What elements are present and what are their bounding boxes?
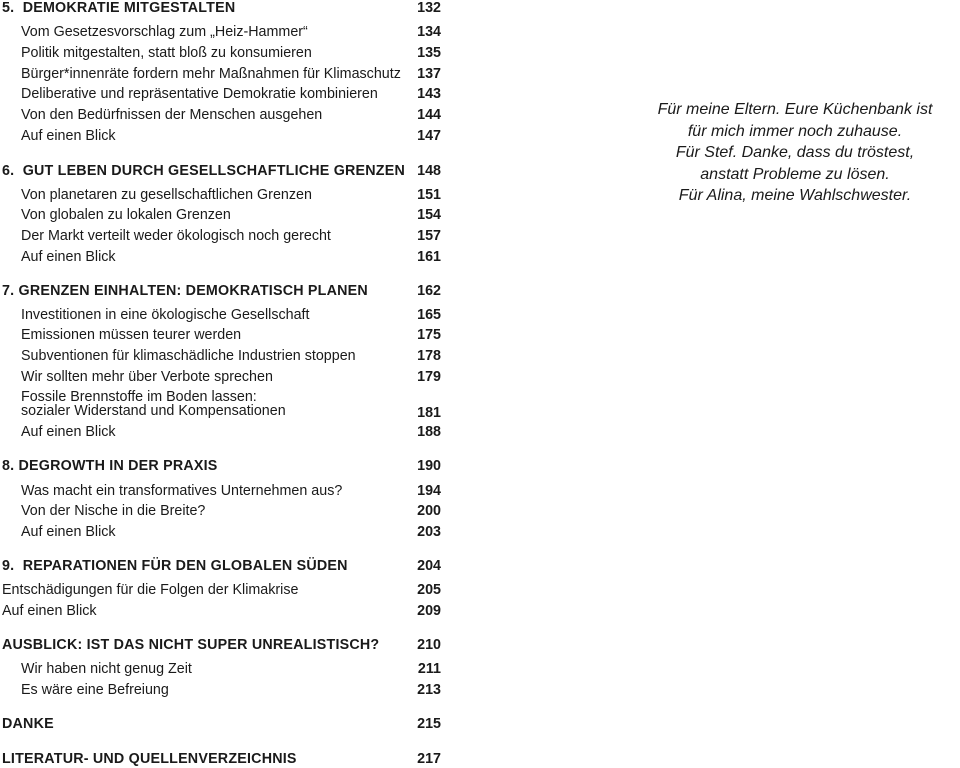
entry-page: 137 xyxy=(417,65,441,82)
dedication-line: anstatt Probleme zu lösen. xyxy=(700,165,890,183)
chapter-title: 5. DEMOKRATIE MITGESTALTEN xyxy=(2,0,236,16)
entry-page: 209 xyxy=(417,602,441,619)
entry-title: Wir sollten mehr über Verbote sprechen xyxy=(21,368,273,385)
chapter-title: 9. REPARATIONEN FÜR DEN GLOBALEN SÜDEN xyxy=(2,558,348,574)
entry-page: 144 xyxy=(417,107,441,123)
entry-page: 213 xyxy=(417,681,441,698)
entry-title: Auf einen Blick xyxy=(21,424,116,440)
entry-title: Der Markt verteilt weder ökologisch noch gerecht xyxy=(21,228,331,244)
entry-page: 151 xyxy=(417,186,441,203)
chapter-page: 148 xyxy=(417,162,441,179)
entry-title: Vom Gesetzesvorschlag zum „Heiz-Hammer“ xyxy=(21,24,308,40)
chapter-page: 217 xyxy=(417,750,441,767)
chapter-page: 204 xyxy=(417,558,441,574)
entry-title: Auf einen Blick xyxy=(21,524,116,540)
entry-title: Von den Bedürfnissen der Menschen ausgehen xyxy=(21,107,323,123)
entry-title: Es wäre eine Befreiung xyxy=(21,681,169,698)
chapter-title: LITERATUR- UND QUELLENVERZEICHNIS xyxy=(2,750,297,767)
entry-title: Von der Nische in die Breite? xyxy=(21,503,206,519)
chapter-title: DANKE xyxy=(2,716,54,732)
entry-page: 205 xyxy=(417,582,441,598)
entry-page: 161 xyxy=(417,248,441,265)
entry-title: Auf einen Blick xyxy=(21,127,116,144)
entry-page: 179 xyxy=(417,368,441,385)
entry-title: Subventionen für klimaschädliche Industrien stoppen xyxy=(21,348,356,364)
entry-page: 211 xyxy=(417,661,441,677)
entry-page: 157 xyxy=(417,228,441,244)
entry-title: Auf einen Blick xyxy=(2,602,97,619)
toc-entry xyxy=(0,390,441,422)
entry-page: 194 xyxy=(417,482,441,499)
entry-title: Politik mitgestalten, statt bloß zu konsumieren xyxy=(21,44,312,61)
entry-title: Investitionen in eine ökologische Gesellschaft xyxy=(21,306,310,323)
chapter-page: 162 xyxy=(417,282,441,299)
entry-page: 154 xyxy=(417,207,441,223)
entry-page: 178 xyxy=(417,348,441,364)
chapter-page: 190 xyxy=(417,458,441,474)
chapter-title: AUSBLICK: IST DAS NICHT SUPER UNREALISTISCH? xyxy=(2,637,380,653)
dedication-line: Für meine Eltern. Eure Küchenbank ist xyxy=(657,101,933,118)
dedication-line: Für Stef. Danke, dass du tröstest, xyxy=(675,144,915,161)
dedication xyxy=(640,99,950,207)
entry-page: 165 xyxy=(417,306,441,323)
dedication-line: Für Alina, meine Wahlschwester. xyxy=(678,187,912,204)
entry-title: Emissionen müssen teurer werden xyxy=(21,327,242,343)
chapter-page: 210 xyxy=(417,637,441,653)
entry-title: Was macht ein transformatives Unternehmen aus? xyxy=(21,482,343,499)
entry-page: 188 xyxy=(417,424,441,440)
entry-page: 135 xyxy=(417,44,441,61)
entry-title: Wir haben nicht genug Zeit xyxy=(21,661,192,677)
entry-title: Bürger*innenräte fordern mehr Maßnahmen für Klimaschutz xyxy=(21,65,401,82)
chapter-title: 6. GUT LEBEN DURCH GESELLSCHAFTLICHE GRENZEN xyxy=(2,162,405,179)
chapter-title: 8. DEGROWTH IN DER PRAXIS xyxy=(2,458,218,474)
chapter-page: 132 xyxy=(417,0,441,16)
entry-title: Von globalen zu lokalen Grenzen xyxy=(21,207,231,223)
entry-title: Entschädigungen für die Folgen der Klimakrise xyxy=(2,582,299,598)
entry-page: 175 xyxy=(417,327,441,343)
entry-page: 203 xyxy=(417,524,441,540)
entry-title: Deliberative und repräsentative Demokratie kombinieren xyxy=(21,86,378,102)
entry-title: Von planetaren zu gesellschaftlichen Grenzen xyxy=(21,186,312,203)
dedication-line: für mich immer noch zuhause. xyxy=(687,122,903,140)
entry-page: 134 xyxy=(417,24,441,40)
chapter-page: 215 xyxy=(417,716,441,732)
entry-title: Auf einen Blick xyxy=(21,248,116,265)
entry-page: 143 xyxy=(417,86,441,102)
chapter-title: 7. GRENZEN EINHALTEN: DEMOKRATISCH PLANEN xyxy=(2,282,368,299)
entry-page: 147 xyxy=(417,127,441,144)
entry-title: Fossile Brennstoffe im Boden lassen: sozialer Widerstand und Kompensationen xyxy=(21,389,286,419)
entry-page: 181 xyxy=(417,405,441,421)
entry-page: 200 xyxy=(417,503,441,519)
